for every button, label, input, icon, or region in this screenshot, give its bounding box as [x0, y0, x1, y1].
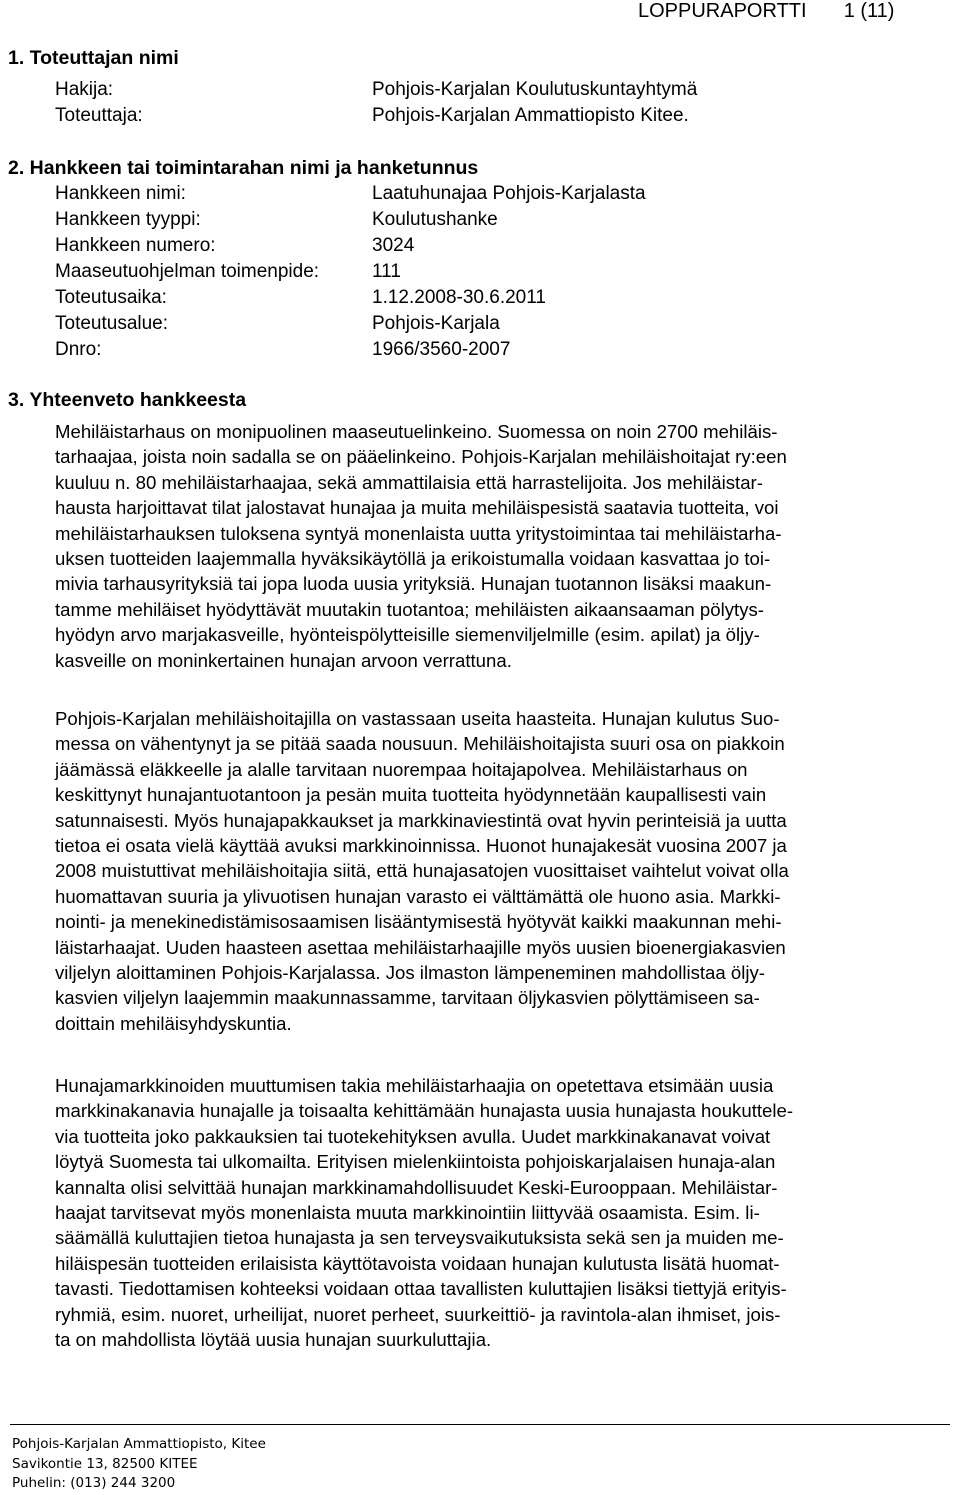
paragraph-line: mehiläistarhauksen tuloksena syntyä monenlaista uutta yritystoimintaa tai mehiläistarha- [55, 522, 782, 544]
paragraph-line: tietoa ei osata vielä käyttää avuksi markkinoinnissa. Huonot hunajakesät vuosina 2007 ja [55, 834, 787, 856]
report-label: LOPPURAPORTTI [638, 0, 807, 22]
project-type-label: Hankkeen tyyppi: [55, 209, 201, 230]
paragraph-line: ta on mahdollista löytää uusia hunajan suurkuluttajia. [55, 1328, 492, 1350]
paragraph-line: kasvien viljelyn laajemmin maakunnassamme, tarvitaan öljykasvien pölyttämiseen sa- [55, 987, 760, 1009]
paragraph-line: hyödyn arvo marjakasveille, hyönteispölytteisille siemenviljelmille (esim. apilat) ja öljy- [55, 624, 760, 646]
footer-address: Savikontie 13, 82500 KITEE [12, 1456, 198, 1472]
paragraph-line: Pohjois-Karjalan mehiläishoitajilla on vastassaan useita haasteita. Hunajan kulutus Suo- [55, 708, 780, 729]
project-name-value: Laatuhunajaa Pohjois-Karjalasta [372, 183, 646, 204]
paragraph-line: kannalta olisi selvittää hunajan markkinamahdollisuudet Keski-Eurooppaan. Mehiläistar- [55, 1176, 778, 1198]
summary-paragraph-1 [55, 419, 945, 673]
paragraph-line: mivia tarhausyrityksiä tai jopa luoda uusia yrityksiä. Hunajan tuotannon lisäksi maakun- [55, 573, 772, 595]
implementation-period-value: 1.12.2008-30.6.2011 [372, 287, 546, 308]
paragraph-line: läistarhaajat. Uuden haasteen asettaa mehiläistarhaajille myös uusien bioenergiakasvien [55, 936, 786, 958]
paragraph-line: Mehiläistarhaus on monipuolinen maaseutuelinkeino. Suomessa on noin 2700 mehiläis- [55, 421, 778, 442]
summary-paragraph-2 [55, 706, 945, 1036]
paragraph-line: kasveille on moninkertainen hunajan arvoon verrattuna. [55, 649, 512, 671]
footer-divider [10, 1424, 950, 1425]
section-2-title: 2. Hankkeen tai toimintarahan nimi ja hanketunnus [8, 157, 479, 179]
project-name-label: Hankkeen nimi: [55, 183, 186, 204]
paragraph-line: tarhaajaa, joista noin sadalla se on pääelinkeino. Pohjois-Karjalan mehiläishoitajat ry:een [55, 446, 787, 468]
applicant-value: Pohjois-Karjalan Koulutuskuntayhtymä [372, 79, 698, 100]
paragraph-line: uksen tuotteiden laajemmalla hyväksikäytöllä ja erikoistumalla voidaan kasvattaa jo toi- [55, 547, 771, 569]
project-number-label: Hankkeen numero: [55, 235, 216, 256]
program-measure-value: 111 [372, 261, 401, 282]
implementation-area-value: Pohjois-Karjala [372, 313, 500, 334]
program-measure-label: Maaseutuohjelman toimenpide: [55, 261, 320, 282]
paragraph-line: hausta harjoittavat tilat jalostavat hunajaa ja muita mehiläispesistä saatavia tuotteita, voi [55, 497, 779, 519]
record-number-value: 1966/3560-2007 [372, 339, 511, 360]
paragraph-line: tavasti. Tiedottamisen kohteeksi voidaan ottaa tavallisten kuluttajien lisäksi tiettyjä erityis- [55, 1278, 787, 1300]
paragraph-line: keskittynyt hunajantuotantoon ja pesän muita tuotteita hyödynnetään kaupallisesti vain [55, 784, 767, 806]
footer-organization: Pohjois-Karjalan Ammattiopisto, Kitee [12, 1436, 266, 1452]
implementation-area-label: Toteutusalue: [55, 313, 169, 334]
implementer-label: Toteuttaja: [55, 105, 143, 126]
record-number-label: Dnro: [55, 339, 102, 360]
paragraph-line: messa on vähentynyt ja se pitää saada nousuun. Mehiläishoitajista suuri osa on piakkoin [55, 733, 785, 755]
page-header [638, 0, 894, 23]
paragraph-line: via tuotteita joko pakkauksien tai tuotekehityksen avulla. Uudet markkinakanavat voivat [55, 1125, 771, 1147]
section-1-title: 1. Toteuttajan nimi [8, 47, 179, 69]
paragraph-line: huomattavan suuria ja ylivuotisen hunajan varasto ei välttämättä ole huono asia. Markki- [55, 885, 781, 907]
project-type-value: Koulutushanke [372, 209, 498, 230]
applicant-label: Hakija: [55, 79, 114, 100]
footer-phone: Puhelin: (013) 244 3200 [12, 1475, 176, 1491]
paragraph-line: hiläispesän tuotteiden erilaisista käyttötavoista voidaan hunajan kulutusta lisätä huomat- [55, 1252, 780, 1274]
implementation-period-label: Toteutusaika: [55, 287, 167, 308]
paragraph-line: kuuluu n. 80 mehiläistarhaajaa, sekä ammattilaisia että harrastelijoita. Jos mehiläistar- [55, 471, 763, 493]
paragraph-line: haajat tarvitsevat myös monenlaista muuta markkinointiin liittyvää osaamista. Esim. li- [55, 1201, 760, 1223]
project-number-value: 3024 [372, 235, 415, 256]
paragraph-line: säämällä kuluttajien tietoa hunajasta ja sen terveysvaikutuksista sekä sen ja muiden me- [55, 1227, 784, 1249]
paragraph-line: ryhmiä, esim. nuoret, urheilijat, nuoret perheet, suurkeittiö- ja ravintola-alan ihmiset, jois- [55, 1303, 781, 1325]
page-number: 1 (11) [843, 0, 895, 22]
paragraph-line: Hunajamarkkinoiden muuttumisen takia mehiläistarhaajia on opetettava etsimään uusia [55, 1075, 774, 1096]
implementer-value: Pohjois-Karjalan Ammattiopisto Kitee. [372, 105, 689, 126]
paragraph-line: viljelyn aloittaminen Pohjois-Karjalassa. Jos ilmaston lämpeneminen mahdollistaa öljy- [55, 961, 765, 983]
paragraph-line: löytyä Suomesta tai ulkomailta. Erityisen mielenkiintoista pohjoiskarjalaisen hunaja-alan [55, 1151, 776, 1173]
paragraph-line: satunnaisesti. Myös hunajapakkaukset ja markkinaviestintä ovat hyvin perinteisiä ja uutta [55, 809, 787, 831]
paragraph-line: markkinakanavia hunajalle ja toisaalta kehittämään hunajasta uusia hunajasta houkuttele- [55, 1100, 794, 1122]
paragraph-line: 2008 muistuttivat mehiläishoitajia siitä, että hunajasatojen vuosittaiset vaihtelut voivat olla [55, 860, 789, 882]
section-3-title: 3. Yhteenveto hankkeesta [8, 389, 247, 411]
paragraph-line: tamme mehiläiset hyödyttävät muutakin tuotantoa; mehiläisten aikaansaaman pölytys- [55, 598, 764, 620]
paragraph-line: doittain mehiläisyhdyskuntia. [55, 1012, 292, 1034]
paragraph-line: jäämässä eläkkeelle ja alalle tarvitaan nuorempaa hoitajapolvea. Mehiläistarhaus on [55, 758, 748, 780]
paragraph-line: nointi- ja menekinedistämisosaamisen lisääntymisestä hyötyvät kaikki maakunnan mehi- [55, 911, 782, 933]
summary-paragraph-3 [55, 1073, 945, 1352]
